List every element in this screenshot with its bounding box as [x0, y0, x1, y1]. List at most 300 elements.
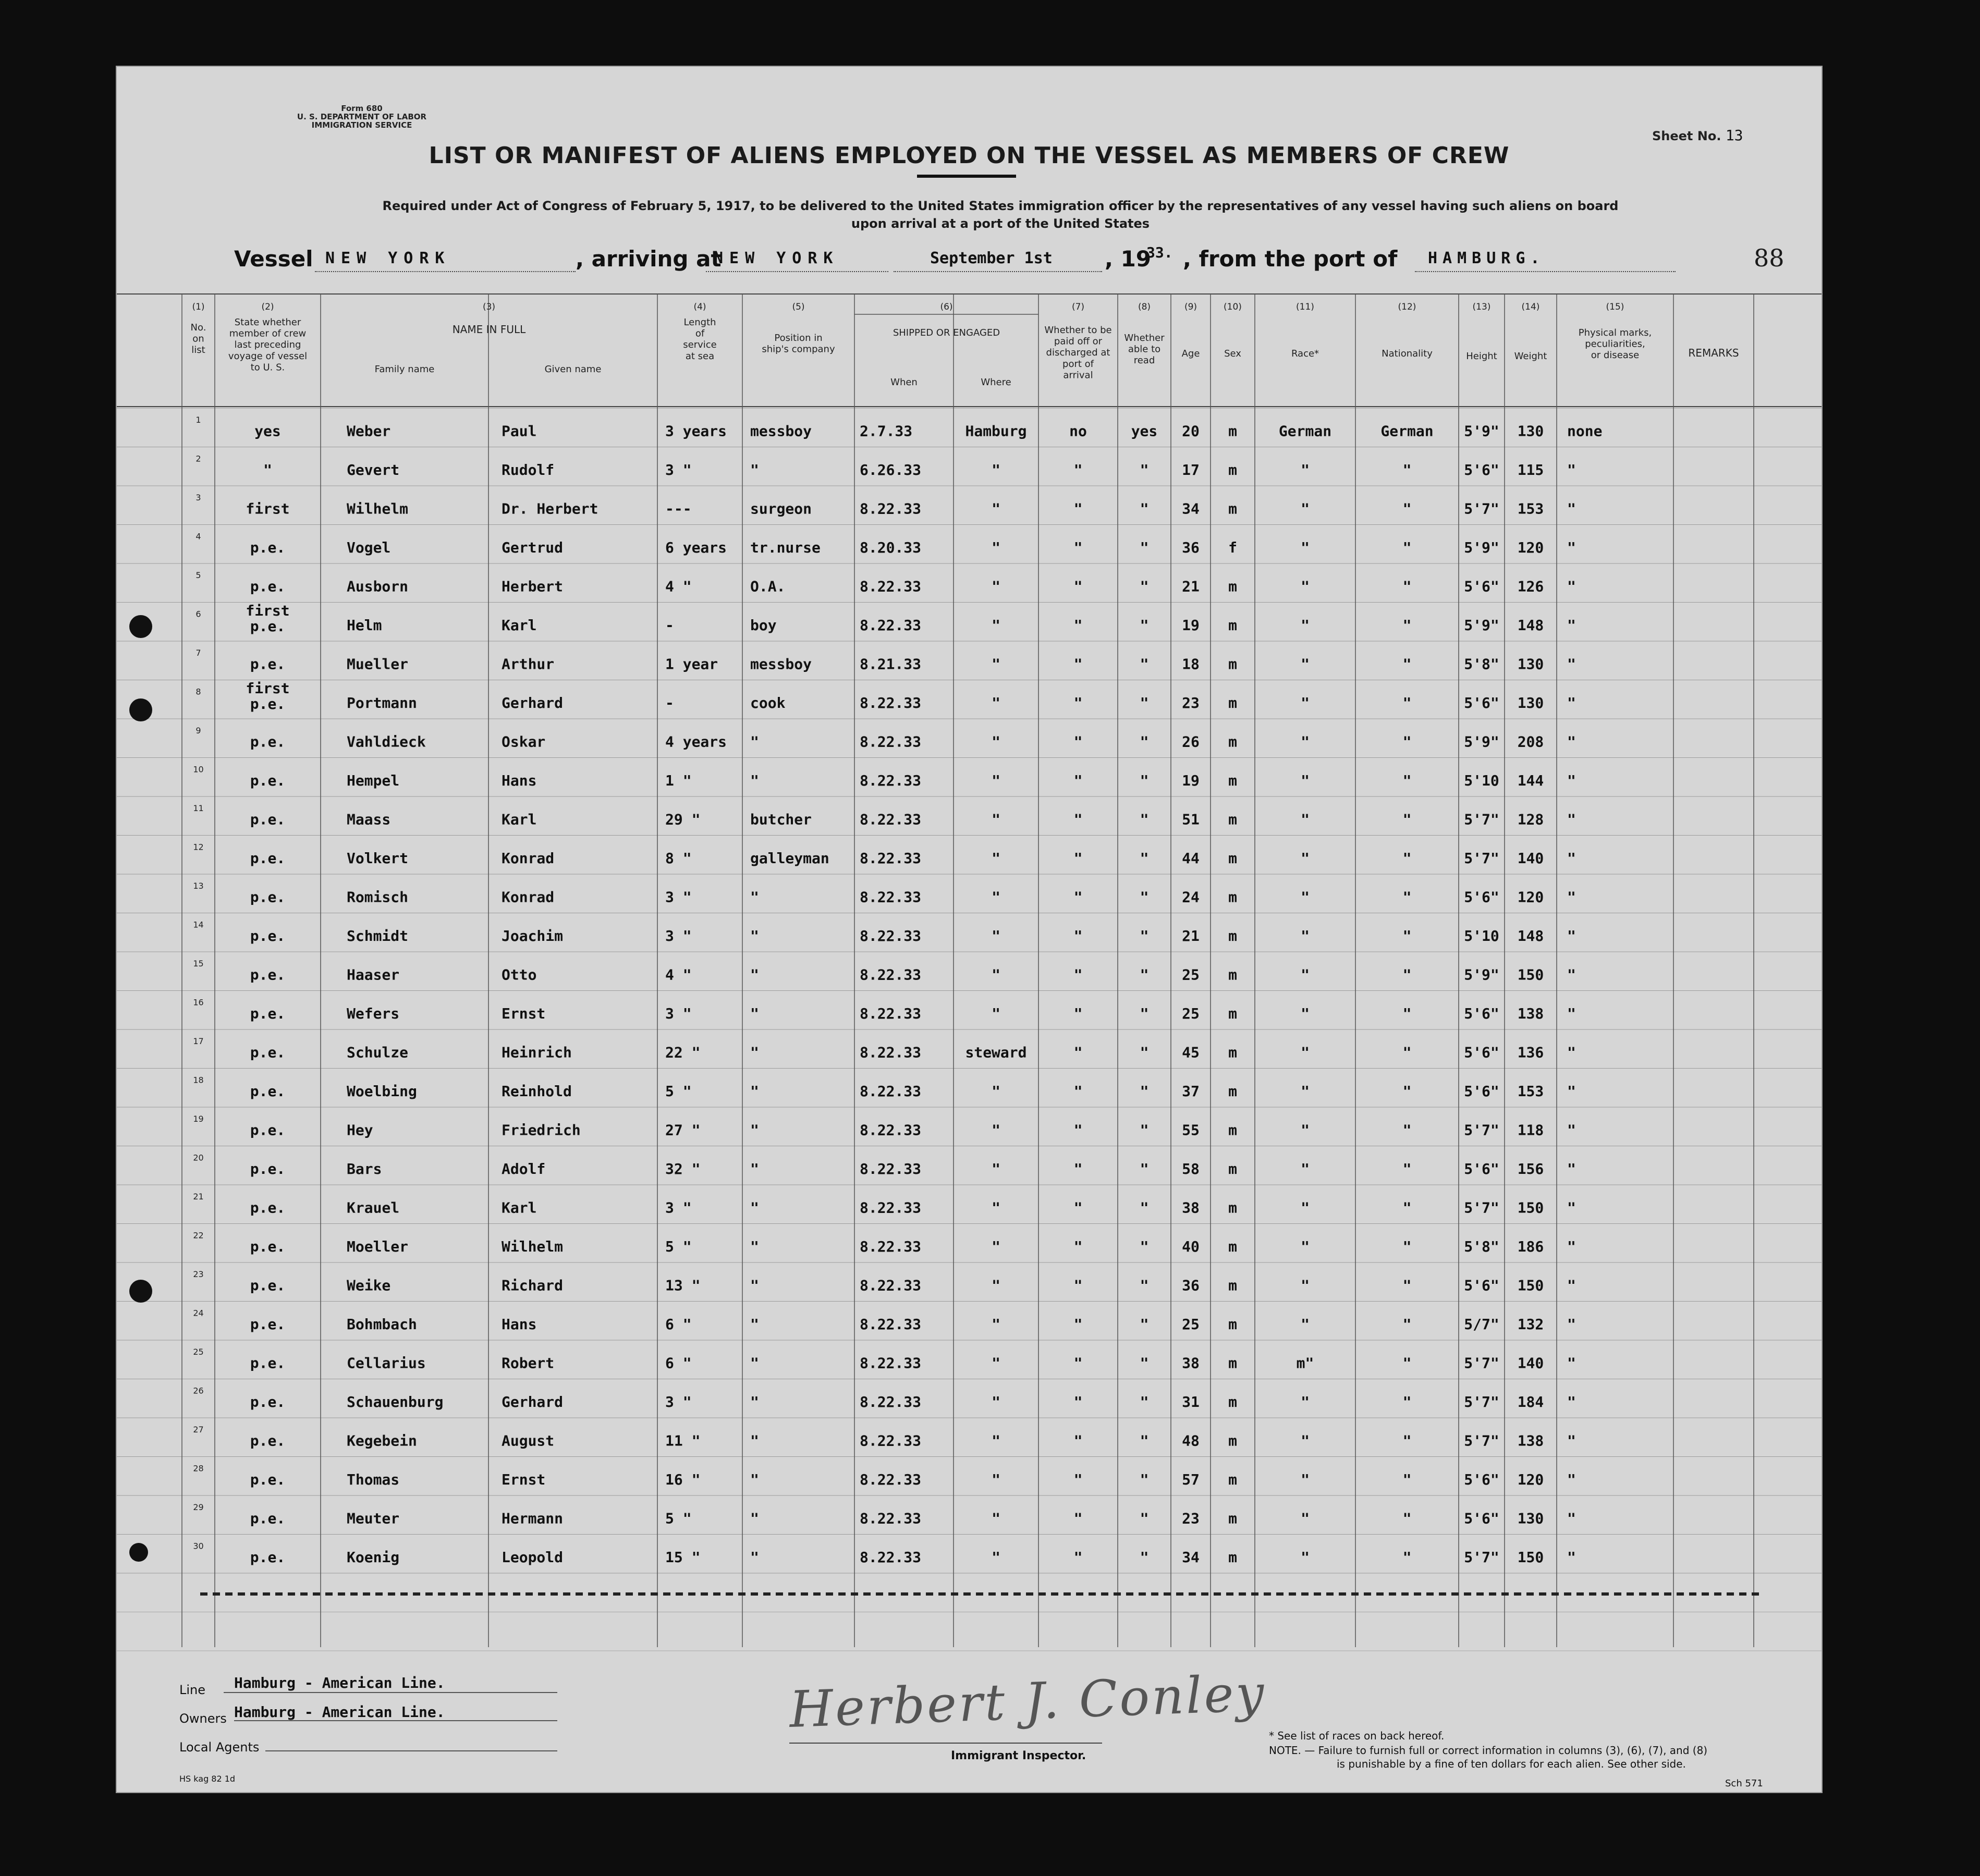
row-given: Karl	[502, 617, 537, 634]
row-read: "	[1140, 694, 1149, 712]
row-age: 21	[1182, 578, 1200, 595]
column-number: (5)	[792, 302, 805, 312]
row-race: "	[1301, 888, 1310, 906]
column-header: Race*	[1291, 348, 1319, 359]
column-header: Family name	[374, 364, 435, 375]
row-paid: "	[1073, 927, 1083, 945]
row-position: butcher	[750, 811, 812, 828]
row-age: 37	[1182, 1083, 1200, 1100]
row-number: 10	[193, 764, 204, 775]
row-where: "	[992, 772, 1000, 790]
row-given: Herbert	[502, 578, 564, 595]
row-weight: 150	[1517, 1199, 1544, 1217]
row-height: 5'10	[1464, 772, 1499, 790]
row-race: "	[1301, 1316, 1310, 1333]
row-service: -	[665, 694, 674, 712]
row-where: "	[992, 1510, 1000, 1527]
row-service: 13 "	[665, 1277, 701, 1294]
table-row	[193, 1114, 1576, 1139]
row-prev: p.e.	[250, 539, 286, 557]
column-number: (14)	[1521, 302, 1540, 312]
row-number: 25	[193, 1347, 204, 1357]
local-agents-label: Local Agents	[179, 1740, 260, 1755]
row-paid: "	[1073, 772, 1083, 790]
row-number: 7	[195, 648, 201, 658]
row-service: ---	[665, 500, 692, 518]
row-prev: p.e.	[250, 1432, 286, 1450]
row-given: Karl	[502, 811, 537, 828]
row-where: "	[992, 1354, 1000, 1372]
row-read: "	[1140, 539, 1149, 557]
row-age: 26	[1182, 733, 1200, 751]
subtitle-line-1: Required under Act of Congress of February 5, 1917, to be delivered to the United States immigration officer by the representatives of any vessel having such aliens on board	[382, 199, 1619, 213]
row-prev-voyage: first	[246, 680, 290, 697]
row-age: 25	[1182, 1005, 1200, 1023]
row-family: Weber	[347, 422, 391, 440]
row-weight: 120	[1517, 888, 1544, 906]
table-row	[193, 1308, 1576, 1333]
row-nat: "	[1402, 966, 1412, 984]
row-paid: "	[1073, 1432, 1083, 1450]
row-height: 5'6"	[1464, 578, 1499, 595]
column-header: Given name	[544, 364, 602, 375]
row-read: "	[1140, 811, 1149, 828]
row-height: 5'7"	[1464, 1432, 1499, 1450]
row-family: Hey	[347, 1121, 373, 1139]
row-given: August	[502, 1432, 555, 1450]
row-position: "	[750, 1083, 759, 1100]
table-row	[195, 493, 1575, 518]
row-prev: p.e.	[250, 1549, 286, 1566]
table-row	[193, 1464, 1576, 1489]
row-sex: m	[1228, 1549, 1237, 1566]
row-family: Thomas	[347, 1471, 400, 1489]
row-when: 8.22.33	[860, 1471, 922, 1489]
row-sex: m	[1228, 1510, 1237, 1527]
row-position: "	[750, 1316, 759, 1333]
row-prev: p.e.	[250, 772, 286, 790]
column-header: to U. S.	[250, 362, 285, 373]
row-given: Dr. Herbert	[502, 500, 598, 518]
row-nat: "	[1402, 461, 1412, 479]
row-read: "	[1140, 1238, 1149, 1256]
row-paid: "	[1073, 1471, 1083, 1489]
row-family: Koenig	[347, 1549, 400, 1566]
column-header: NAME IN FULL	[452, 323, 526, 336]
row-paid: "	[1073, 1005, 1083, 1023]
row-number: 23	[193, 1269, 204, 1279]
row-race: "	[1301, 578, 1310, 595]
row-service: 8 "	[665, 850, 692, 867]
row-where: "	[992, 733, 1000, 751]
row-number: 12	[193, 842, 204, 852]
row-weight: 153	[1517, 500, 1544, 518]
column-header: last preceding	[234, 339, 301, 351]
row-marks: "	[1567, 811, 1576, 828]
column-header: on	[192, 333, 204, 345]
row-service: -	[665, 617, 674, 634]
row-paid: "	[1073, 811, 1083, 828]
row-read: "	[1140, 1432, 1149, 1450]
table-row	[195, 648, 1575, 673]
row-age: 20	[1182, 422, 1200, 440]
row-read: "	[1140, 1199, 1149, 1217]
row-family: Helm	[347, 617, 382, 634]
row-position: "	[750, 1005, 759, 1023]
row-service: 1 year	[665, 655, 718, 673]
row-height: 5'6"	[1464, 1160, 1499, 1178]
row-sex: m	[1228, 927, 1237, 945]
row-nat: "	[1402, 500, 1412, 518]
row-where: "	[992, 539, 1000, 557]
row-number: 29	[193, 1502, 204, 1512]
column-header: ship's company	[762, 344, 835, 355]
row-family: Woelbing	[347, 1083, 417, 1100]
column-header: arrival	[1063, 370, 1093, 381]
binder-hole	[129, 615, 152, 638]
row-paid: "	[1073, 1316, 1083, 1333]
table-row	[193, 1347, 1576, 1372]
row-race: "	[1301, 772, 1310, 790]
inspector-signature: Herbert J. Conley	[788, 1664, 1267, 1739]
row-family: Vogel	[347, 539, 391, 557]
row-sex: m	[1228, 733, 1237, 751]
row-marks: "	[1567, 1199, 1576, 1217]
row-weight: 120	[1517, 1471, 1544, 1489]
column-header: at sea	[685, 350, 715, 362]
table-row	[195, 415, 1602, 440]
row-read: "	[1140, 1393, 1149, 1411]
row-read: "	[1140, 1121, 1149, 1139]
row-where: "	[992, 1393, 1000, 1411]
row-race: German	[1278, 422, 1332, 440]
row-given: Gerhard	[502, 1393, 564, 1411]
row-number: 24	[193, 1308, 204, 1318]
column-header: list	[191, 345, 205, 356]
column-number: (15)	[1606, 302, 1624, 312]
row-prev-voyage: p.e.	[250, 695, 286, 713]
row-number: 28	[193, 1463, 204, 1474]
row-age: 48	[1182, 1432, 1200, 1450]
row-position: tr.nurse	[750, 539, 821, 557]
row-family: Hempel	[347, 772, 400, 790]
row-prev: p.e.	[250, 1238, 286, 1256]
row-given: Gerhard	[502, 694, 564, 712]
row-weight: 138	[1517, 1432, 1544, 1450]
column-header: Age	[1181, 348, 1200, 359]
row-family: Gevert	[347, 461, 400, 479]
row-nat: "	[1402, 1393, 1412, 1411]
row-age: 57	[1182, 1471, 1200, 1489]
row-weight: 186	[1517, 1238, 1544, 1256]
row-prev: p.e.	[250, 1044, 286, 1061]
row-race: "	[1301, 500, 1310, 518]
column-header: Nationality	[1382, 348, 1433, 359]
row-nat: "	[1402, 850, 1412, 867]
column-number: (13)	[1472, 302, 1491, 312]
row-marks: "	[1567, 1393, 1576, 1411]
row-weight: 156	[1517, 1160, 1544, 1178]
table-row	[195, 570, 1575, 595]
column-header: SHIPPED OR ENGAGED	[893, 327, 1000, 338]
row-nat: "	[1402, 655, 1412, 673]
column-header: Whether to be	[1044, 325, 1112, 336]
row-nat: "	[1402, 1277, 1412, 1294]
row-when: 8.20.33	[860, 539, 922, 557]
row-weight: 150	[1517, 1549, 1544, 1566]
row-when: 8.22.33	[860, 694, 922, 712]
row-where: "	[992, 1160, 1000, 1178]
row-number: 11	[193, 803, 204, 813]
row-read: "	[1140, 578, 1149, 595]
column-header: Position in	[774, 333, 823, 344]
row-prev: yes	[254, 422, 281, 440]
row-weight: 130	[1517, 694, 1544, 712]
row-family: Krauel	[347, 1199, 400, 1217]
row-race: "	[1301, 1083, 1310, 1100]
row-where: "	[992, 1005, 1000, 1023]
arriving-label: , arriving at	[576, 246, 722, 272]
row-prev: p.e.	[250, 1354, 286, 1372]
row-marks: "	[1567, 1316, 1576, 1333]
column-header: Sex	[1224, 348, 1241, 359]
column-header: read	[1133, 355, 1155, 366]
table-row	[193, 959, 1576, 984]
row-height: 5'7"	[1464, 811, 1499, 828]
subtitle-line-2: upon arrival at a port of the United States	[851, 216, 1150, 231]
note-line-1: NOTE. — Failure to furnish full or correct information in columns (3), (6), (7), and (8)	[1269, 1744, 1708, 1757]
row-sex: m	[1228, 655, 1237, 673]
row-nat: "	[1402, 578, 1412, 595]
row-prev: p.e.	[250, 733, 286, 751]
row-family: Kegebein	[347, 1432, 417, 1450]
row-height: 5'6"	[1464, 888, 1499, 906]
row-marks: "	[1567, 1160, 1576, 1178]
row-where: "	[992, 1199, 1000, 1217]
row-race: "	[1301, 617, 1310, 634]
column-header: voyage of vessel	[228, 350, 308, 362]
column-header: No.	[190, 322, 206, 333]
row-race: "	[1301, 461, 1310, 479]
row-prev-voyage: first	[246, 602, 290, 620]
row-sex: m	[1228, 694, 1237, 712]
row-family: Portmann	[347, 694, 417, 712]
row-when: 2.7.33	[860, 422, 913, 440]
row-given: Arthur	[502, 655, 555, 673]
row-read: "	[1140, 461, 1149, 479]
row-position: "	[750, 1121, 759, 1139]
row-when: 8.22.33	[860, 850, 922, 867]
table-row	[193, 1231, 1576, 1256]
row-given: Robert	[502, 1354, 555, 1372]
row-number: 18	[193, 1075, 204, 1085]
column-header: Whether	[1124, 333, 1165, 344]
row-service: 4 years	[665, 733, 727, 751]
row-sex: m	[1228, 811, 1237, 828]
row-number: 17	[193, 1036, 204, 1046]
column-header: able to	[1128, 344, 1161, 355]
table-row	[193, 842, 1576, 867]
table-row	[193, 1269, 1576, 1294]
row-paid: "	[1073, 888, 1083, 906]
row-number: 9	[195, 726, 201, 735]
row-race: "	[1301, 811, 1310, 828]
row-service: 4 "	[665, 578, 692, 595]
row-read: "	[1140, 888, 1149, 906]
row-position: "	[750, 1549, 759, 1566]
column-header: Weight	[1514, 351, 1547, 362]
row-marks: "	[1567, 1238, 1576, 1256]
row-when: 8.22.33	[860, 1549, 922, 1566]
row-prev: p.e.	[250, 1121, 286, 1139]
row-height: 5'7"	[1464, 500, 1499, 518]
row-number: 13	[193, 881, 204, 891]
row-sex: m	[1228, 422, 1237, 440]
row-paid: "	[1073, 1393, 1083, 1411]
row-number: 2	[195, 453, 201, 464]
row-marks: "	[1567, 1005, 1576, 1023]
row-prev: p.e.	[250, 1005, 286, 1023]
row-nat: "	[1402, 694, 1412, 712]
row-age: 23	[1182, 1510, 1200, 1527]
row-age: 25	[1182, 966, 1200, 984]
row-weight: 132	[1517, 1316, 1544, 1333]
row-position: "	[750, 1160, 759, 1178]
row-read: "	[1140, 1354, 1149, 1372]
row-position: messboy	[750, 655, 812, 673]
owners-value: Hamburg - American Line.	[234, 1703, 445, 1721]
vessel-name: NEW YORK	[325, 249, 451, 267]
row-family: Romisch	[347, 888, 409, 906]
column-header: of	[695, 328, 705, 339]
row-position: "	[750, 1044, 759, 1061]
row-sex: m	[1228, 461, 1237, 479]
row-given: Friedrich	[502, 1121, 581, 1139]
row-family: Schulze	[347, 1044, 409, 1061]
row-sex: m	[1228, 1044, 1237, 1061]
row-family: Cellarius	[347, 1354, 426, 1372]
row-height: 5'6"	[1464, 694, 1499, 712]
row-read: "	[1140, 617, 1149, 634]
column-header: member of crew	[229, 328, 307, 339]
row-service: 6 "	[665, 1316, 692, 1333]
row-sex: m	[1228, 578, 1237, 595]
row-family: Wefers	[347, 1005, 400, 1023]
row-weight: 148	[1517, 617, 1544, 634]
row-marks: "	[1567, 772, 1576, 790]
row-when: 8.22.33	[860, 772, 922, 790]
row-given: Richard	[502, 1277, 564, 1294]
row-position: "	[750, 461, 759, 479]
row-prev: p.e.	[250, 850, 286, 867]
row-prev: p.e.	[250, 888, 286, 906]
row-age: 17	[1182, 461, 1200, 479]
row-marks: none	[1567, 422, 1603, 440]
table-row	[193, 998, 1576, 1023]
row-when: 8.22.33	[860, 1393, 922, 1411]
row-weight: 118	[1517, 1121, 1544, 1139]
row-height: 5'6"	[1464, 1083, 1499, 1100]
row-age: 40	[1182, 1238, 1200, 1256]
row-service: 3 "	[665, 1199, 692, 1217]
row-when: 8.22.33	[860, 1316, 922, 1333]
row-sex: m	[1228, 1005, 1237, 1023]
row-paid: "	[1073, 617, 1083, 634]
row-paid: "	[1073, 1083, 1083, 1100]
row-when: 8.22.33	[860, 1354, 922, 1372]
line-value: Hamburg - American Line.	[234, 1674, 445, 1691]
row-age: 36	[1182, 539, 1200, 557]
row-family: Vahldieck	[347, 733, 426, 751]
row-paid: "	[1073, 655, 1083, 673]
row-height: 5'7"	[1464, 850, 1499, 867]
row-prev: p.e.	[250, 1083, 286, 1100]
table-row	[193, 1541, 1576, 1566]
row-given: Hermann	[502, 1510, 564, 1527]
row-given: Rudolf	[502, 461, 555, 479]
row-service: 15 "	[665, 1549, 701, 1566]
row-height: 5'6"	[1464, 1044, 1499, 1061]
row-read: "	[1140, 927, 1149, 945]
row-number: 30	[193, 1541, 204, 1551]
row-when: 8.22.33	[860, 1083, 922, 1100]
row-position: O.A.	[750, 578, 786, 595]
column-number: (12)	[1398, 302, 1416, 312]
row-read: "	[1140, 850, 1149, 867]
row-age: 58	[1182, 1160, 1200, 1178]
row-position: "	[750, 1393, 759, 1411]
row-service: 27 "	[665, 1121, 701, 1139]
table-row	[195, 532, 1575, 557]
row-paid: "	[1073, 539, 1083, 557]
row-height: 5'7"	[1464, 1199, 1499, 1217]
row-given: Konrad	[502, 888, 555, 906]
row-given: Wilhelm	[502, 1238, 564, 1256]
row-sex: m	[1228, 500, 1237, 518]
row-marks: "	[1567, 1471, 1576, 1489]
table-row	[193, 765, 1576, 790]
row-service: 6 years	[665, 539, 727, 557]
row-read: "	[1140, 1044, 1149, 1061]
row-paid: "	[1073, 733, 1083, 751]
row-race: "	[1301, 1471, 1310, 1489]
row-marks: "	[1567, 1277, 1576, 1294]
table-row	[195, 680, 1575, 713]
row-race: "	[1301, 1510, 1310, 1527]
row-service: 3 "	[665, 888, 692, 906]
row-prev: first	[246, 500, 290, 518]
row-race: "	[1301, 733, 1310, 751]
table-row	[193, 1153, 1576, 1178]
local-agents-rule	[265, 1750, 557, 1751]
row-when: 8.22.33	[860, 1277, 922, 1294]
column-header: paid off or	[1054, 336, 1103, 347]
row-given: Adolf	[502, 1160, 546, 1178]
row-height: 5'7"	[1464, 1354, 1499, 1372]
row-prev: p.e.	[250, 1471, 286, 1489]
row-weight: 153	[1517, 1083, 1544, 1100]
row-paid: "	[1073, 1160, 1083, 1178]
row-position: "	[750, 1510, 759, 1527]
row-nat: German	[1380, 422, 1434, 440]
row-position: galleyman	[750, 850, 829, 867]
table-row	[193, 803, 1576, 828]
row-number: 21	[193, 1192, 204, 1201]
row-race: "	[1301, 1160, 1310, 1178]
row-age: 24	[1182, 888, 1200, 906]
row-position: boy	[750, 617, 777, 634]
row-number: 16	[193, 997, 204, 1008]
